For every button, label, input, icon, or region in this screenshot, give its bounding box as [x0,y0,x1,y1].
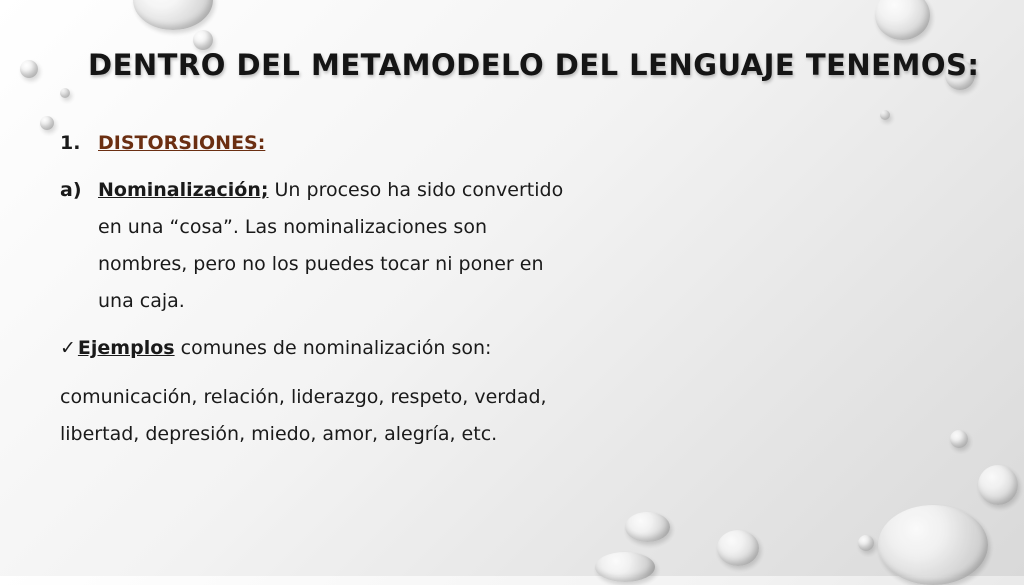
water-drop [595,552,655,582]
water-drop [193,30,213,50]
sub-item [60,172,580,320]
sub-item-term: Nominalización; [98,179,269,201]
numbered-item [60,125,580,162]
examples-heading [60,330,580,367]
water-drop [20,60,38,78]
water-drop [717,530,759,566]
slide-title: DENTRO DEL METAMODELO DEL LENGUAJE TENEMOS: [88,48,980,82]
sub-item-description: Un proceso ha sido convertido en una “cosa”. Las nominalizaciones son nombres, pero no los puedes tocar ni poner en una caja. [98,179,564,312]
water-drop [950,430,968,448]
examples-term: Ejemplos [77,337,175,359]
examples-intro: comunes de nominalización son: [174,337,492,359]
water-drop [40,116,54,130]
water-drop [133,0,213,30]
water-drop [858,535,874,551]
water-drop [878,505,988,585]
water-drop [60,88,70,98]
examples-list: comunicación, relación, liderazgo, respeto, verdad, libertad, depresión, miedo, amor, alegría, etc. [60,386,547,445]
sub-item-text [98,172,580,320]
water-drop [875,0,930,40]
checkmark-icon: ✓ [60,337,76,359]
water-drop [978,465,1018,505]
water-drop [625,512,670,542]
water-drop [880,110,890,120]
item-number: 1. [60,132,81,154]
sub-item-marker: a) [60,179,82,201]
slide-body [60,125,580,453]
item-label: DISTORSIONES: [98,132,266,154]
